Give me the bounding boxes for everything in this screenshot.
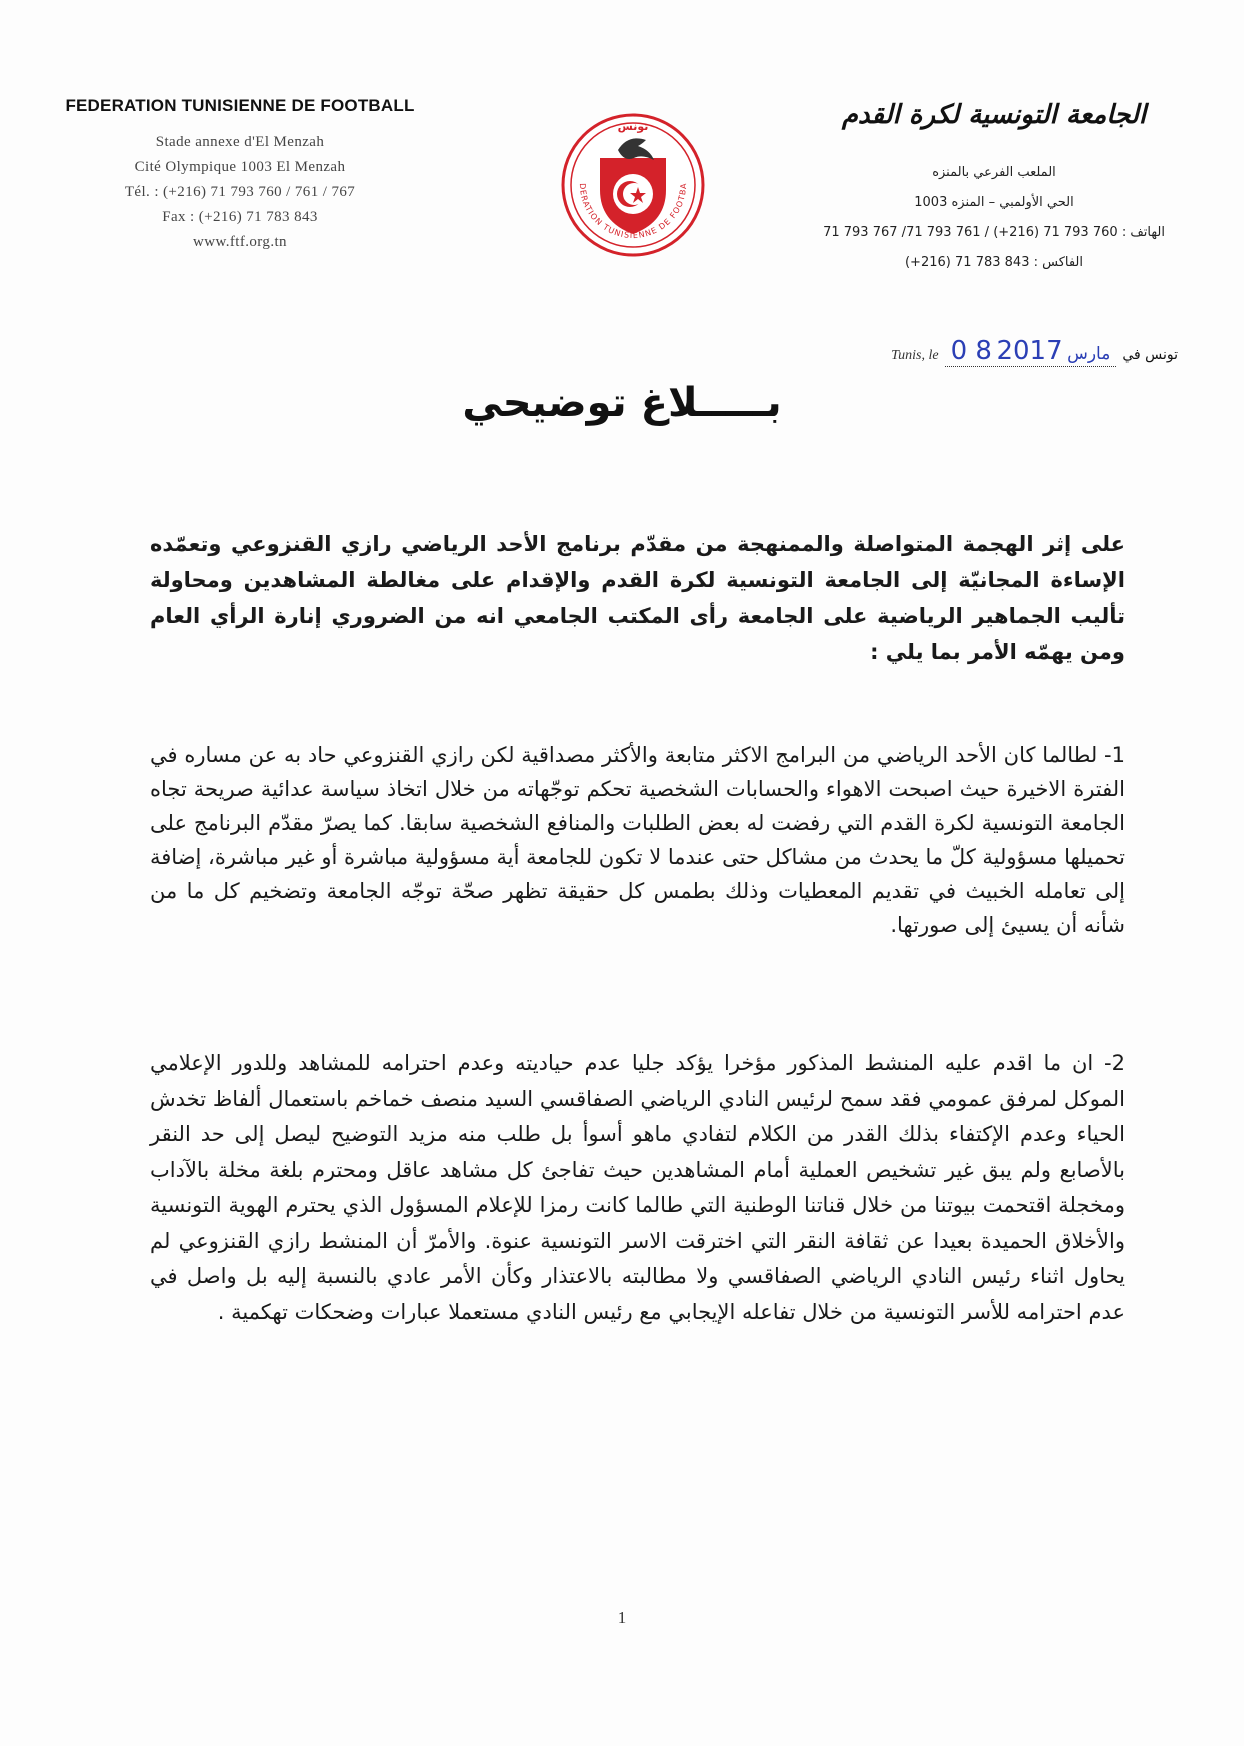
date-month: مارس [1067,344,1111,364]
federation-name-ar: الجامعة التونسية لكرة القدم [841,100,1147,130]
date-day: 0 8 [950,336,992,366]
date-label-ar: تونس في [1122,347,1178,363]
federation-logo [558,110,708,260]
date-line [891,336,1178,367]
ftf-emblem-icon [558,110,708,260]
date-year: 2017 [996,336,1063,366]
document-title: بـــــلاغ توضيحي [462,380,782,426]
website-line: www.ftf.org.tn [193,234,287,250]
letterhead-french [40,96,440,255]
date-label-fr: Tunis, le [891,348,939,363]
address-line: Stade annexe d'El Menzah [155,134,325,150]
phone-line-ar: الهاتف : 760 793 71 (216+) / 761 793 71/ 767 793 71 [823,225,1165,240]
svg-text:FEDERATION TUNISIENNE DE FOOTB: DERATION TUNISIENNE DE FOOTBA [577,182,689,241]
paragraph-2: 2- ان ما اقدم عليه المنشط المذكور مؤخرا يؤكد جليا عدم حياديته وعدم احترامه للمشاهد وللدور الإعلامي الموكل لمرفق عمومي فقد سمح لرئيس النادي الرياضي الصفاقسي السيد منصف خماخم باستعمال ألفاظ تخدش الحياء وعدم الإكتفاء بذلك القدر من الكلام لتفادي ماهو أسوأ بل طلب منه مزيد التوضيح ليصل إلى حد النقر بالأصابع ولم يبق غير تشخيص العملية أمام المشاهدين حيث تفاجئ كل مشاهد عاقل ومحترم بلغة مخلة بالآداب ومخجلة اقتحمت بيوتنا من خلال قناتنا الوطنية التي طالما كانت رمزا للإعلام المسؤول الذي يحترم الهوية التونسية والأخلاق الحميدة بعيدا عن ثقافة النقر التي اخترقت الاسر التونسية عنوة. والأمرّ أن المنشط رازي القنزوعي لم يحاول اثناء رئيس النادي الرياضي الصفاقسي ولا مطالبته بالاعتذار وكأن الأمر عادي بالنسبة إليه بل واصل في عدم احترامه للأسر التونسية من خلال تفاعله الإيجابي مع رئيس النادي مستعملا عبارات وضحكات تهكمية . [150,1051,1125,1324]
address-line-ar: الحي الأولمبي – المنزه 1003 [914,195,1074,210]
letterhead-arabic [784,100,1204,278]
fax-line-ar: الفاكس : 843 783 71 (216+) [904,255,1084,270]
date-field [945,336,1117,367]
paragraph-1: 1- لطالما كان الأحد الرياضي من البرامج الاكثر متابعة والأكثر مصداقية لكن رازي القنزوعي حاد به عن مساره في الفترة الاخيرة حيث اصبحت الاهواء والحسابات الشخصية تحكم توجّهاته من خلال اتخاذ سياسة عدائية صريحة تجاه الجامعة التونسية لكرة القدم التي رفضت له بعض الطلبات والمنافع الشخصية سابقا. كما يصرّ مقدّم البرنامج على تحميلها مسؤولية كلّ ما يحدث من مشاكل حتى عندما لا تكون للجامعة أية مسؤولية مباشرة أو غير مباشرة، إضافة إلى تعامله الخبيث في تقديم المعطيات وذلك بطمس كل حقيقة تظهر صحّة توجّه الجامعة وتضخيم كل ما من شأنه أن يسيئ إلى صورتها. [150,743,1125,937]
phone-line: Tél. : (+216) 71 793 760 / 761 / 767 [124,184,356,200]
page-number: 1 [617,1608,627,1627]
address-line-ar: الملعب الفرعي بالمنزه [932,165,1056,180]
address-line: Cité Olympique 1003 El Menzah [134,159,346,175]
federation-name-fr: FEDERATION TUNISIENNE DE FOOTBALL [65,96,415,115]
svg-text:تونس: تونس [617,120,649,133]
fax-line: Fax : (+216) 71 783 843 [162,209,318,225]
intro-paragraph: على إثر الهجمة المتواصلة والممنهجة من مقدّم برنامج الأحد الرياضي رازي القنزوعي وتعمّده الإساءة المجانيّة إلى الجامعة التونسية لكرة القدم والإقدام على مغالطة المشاهدين ومحاولة تأليب الجماهير الرياضية على الجامعة رأى المكتب الجامعي انه من الضروري إنارة الرأي العام ومن يهمّه الأمر بما يلي : [150,532,1125,664]
